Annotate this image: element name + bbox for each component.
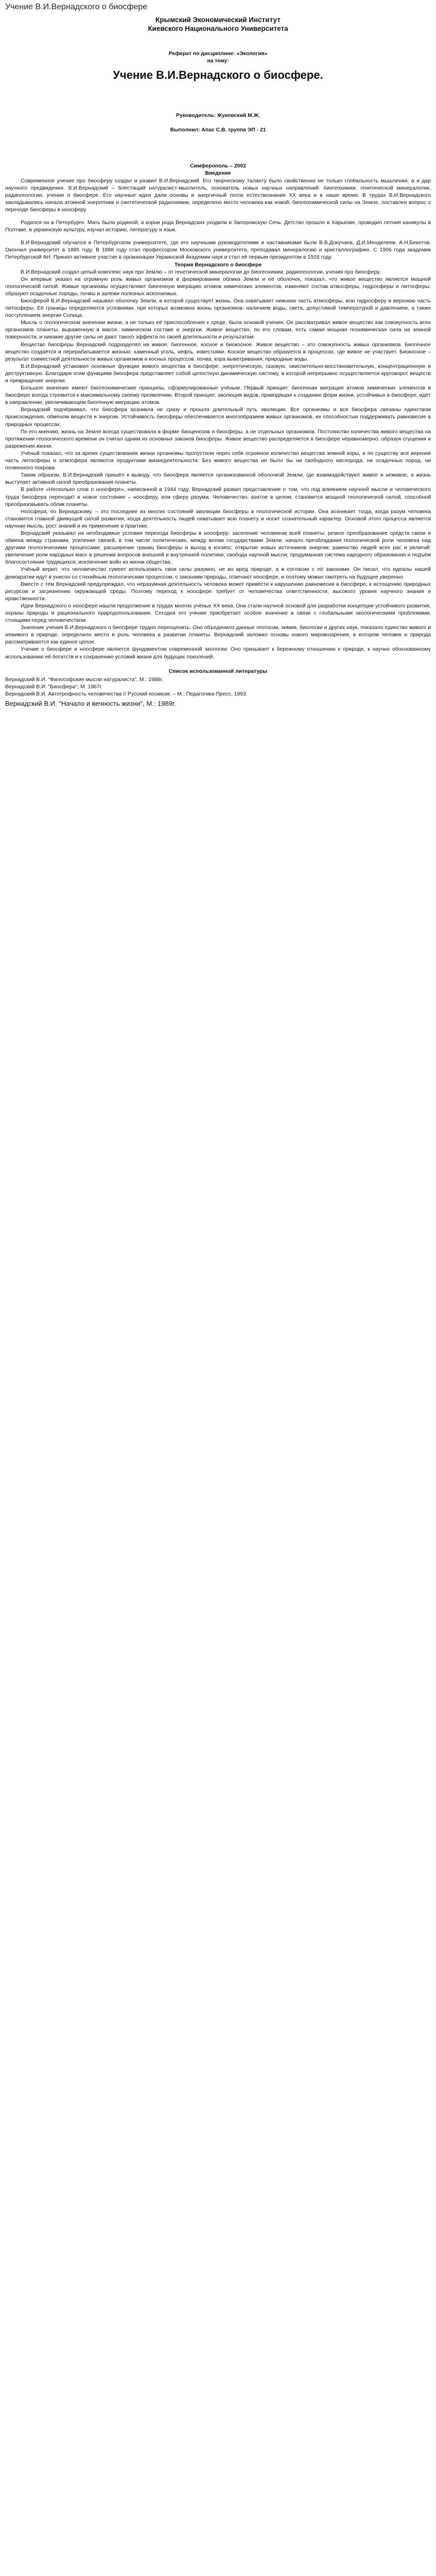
literature-heading: Список использованной литературы [168,668,268,674]
referat-discipline: Реферат по дисциплине: «Экология» [168,51,268,57]
referat-topic-label: на тему: [207,58,229,64]
paragraph: Вернадский подчёркивал, что биосфера возникла не сразу и прошла длительный путь эволюции. Все организмы и вся биосфера связаны единством происхождения, обменом веществ и энергии. Устойчивость биосферы обеспечивается многообразием живых организмов, их способностью поддерживать равновесие в природных процессах. [5,407,431,428]
paragraph: Идеи Вернадского о ноосфере нашли продолжение в трудах многих учёных XX века. Они стали научной основой для разработки концепции устойчивого развития, охраны природы и рационального природопользования. Сегодня его учение приобретает особое значение в связи с глобальными экологическими проблемами, стоящими перед человечеством. [5,603,431,624]
document-page [0,0,436,713]
university-name: Киевского Национального Университета [148,25,288,32]
biosphere-section [5,269,431,487]
paragraph: Таким образом, В.И.Вернадский пришёл к выводу, что биосфера является организованной оболочкой Земли, где взаимодействуют живое и неживое, а жизнь выступает активной силой преобразования планеты. [5,472,431,486]
paragraph: Большое значение имеют биогеохимические принципы, сформулированные учёным. Первый принцип: биогенная миграция атомов химических элементов в биосфере всегда стремится к максимальному своему проявлению. Второй принцип: эволюция видов, приводящая к созданию форм жизни, устойчивых в биосфере, идёт в направлении, увеличивающем биогенную миграцию атомов. [5,385,431,406]
paragraph: Ноосфера, по Вернадскому, – это последнее из многих состояний эволюции биосферы в геологической истории. Она возникает тогда, когда разум человека становится главной движущей силой развития, когда деятельность людей охватывает всю планету и носит сознательный характер. Основой этого процесса является научная мысль, рост знаний и их применение в практике. [5,509,431,529]
place-year: Симферополь – 2002 [190,163,246,170]
authors-block [5,112,431,134]
institution-name: Крымский Экономический Институт [155,16,281,24]
paragraph: В.И.Вернадский создал целый комплекс наук про Землю – от генетической минералогии до биогеохимии, радиогеологии, учения про биосферу. [21,269,381,275]
intro-section [5,178,431,262]
literature-item: Вернадский В.И. Автотрофность человечества // Русский космизм. – М.: Педагогика-Пресс, 1993. [5,691,248,697]
document-header: Учение В.И.Вернадского о биосфере [5,3,148,11]
paragraph: Он впервые указал на огромную роль живых организмов в формировании облика Земли и её оболочек, показал, что живое вещество является мощной геологической силой. Живые организмы осуществляют биогенную миграцию атомов химических элементов, изменяют состав атмосферы, гидросферы и литосферы, образуют осадочные породы, почвы и залежи полезных ископаемых. [5,276,431,297]
paragraph: В.И.Вернадский обучался в Петербургском университете, где его научными руководителями и наставниками были В.В.Докучаев, Д.И.Менделеев, А.Н.Бекетов. Окончил университет в 1885 году. В 1898 году стал профессором Московского университета, преподавал минералогию и кристаллографию. С 1906 года академик Петербургской АН. Принял активное участие в организации Украинской Академии наук и стал её первым президентом в 1918 году. [5,240,431,261]
paragraph: Вернадский указывал на необходимые условия перехода биосферы в ноосферу: заселение человеком всей планеты; резкое преобразование средств связи и обмена между странами; усиление связей, в том числе политических, между всеми государствами Земли; начало преобладания геологической роли человека над другими геологическими процессами; расширение границ биосферы и выход в космос; открытие новых источников энергии; равенство людей всех рас и религий; увеличение роли народных масс в решении вопросов внешней и внутренней политики; свобода научной мысли; продуманная система народного образования и подъём благосостояния трудящихся; исключение войн из жизни общества. [5,530,431,566]
paragraph: Биосферой В.И.Вернадский называл оболочку Земли, в которой существует жизнь. Она охватывает нижнюю часть атмосферы, всю гидросферу и верхнюю часть литосферы. Её границы определяются условиями, при которых возможна жизнь организмов: наличием воды, света, допустимой температурой и давлением, а также поступлением энергии Солнца. [5,298,431,319]
paragraph: Вещество биосферы Вернадский подразделял на живое, биогенное, косное и биокосное. Живое вещество – это совокупность живых организмов. Биогенное вещество создаётся и перерабатывается жизнью: каменный уголь, нефть, известняки. Косное вещество образуется в процессах, где живое не участвует. Биокосное – результат совместной деятельности живых организмов и косных процессов: почва, кора выветривания, природные воды. [5,342,431,362]
paragraph: Современное учение про биосферу создал и развил В.И.Вернадский. Его творческому таланту было свойственно не только глобальность мышления, а и дар научного предвидения. В.И.Вернадский – блестящий натуралист-мыслитель, основатель новых научных направлений: биогеохимии, генетической минералогии, радиогеологии, учения о биосфере. Его научные идеи дали основы и энергичный поток естествознания XX века и в наше время. В трудах В.И.Вернадского закладывались начала атомной энергетики и синтетической радиохимии, определено место человека как новой, биогеохимической силы на Земле, поставлен вопрос о переходе биосферы в ноосферу. [5,178,431,213]
student-line: Выполнил: Апас С.В. группа ЭП - 21 [170,127,266,133]
supervisor-line: Руководитель: Жуковский М.Ж. [176,113,260,119]
literature-item: Вернадский В.И. "Философские мысли натуралиста", М.: 1988г. [5,676,163,683]
paragraph: Учёный верил, что человечество сумеет использовать свои силы разумно, не во вред природе, а в согласии с её законами. Он писал, что идеалы нашей демократии идут в унисон со стихийным геологическим процессом, с законами природы, отвечают ноосфере, и поэтому можно смотреть на будущее уверенно. [5,567,431,580]
paragraph: Значение учения В.И.Вернадского о биосфере трудно переоценить. Оно объединило данные геологии, химии, биологии и других наук, показало единство живого и неживого в природе, определило место и роль человека в развитии планеты. Вернадский заложил основы нового мировоззрения, в котором человек и природа рассматриваются как единое целое. [5,625,431,646]
paragraph: В работе «Несколько слов о ноосфере», написанной в 1944 году, Вернадский развил представление о том, что под влиянием научной мысли и человеческого труда биосфера переходит в новое состояние – ноосферу, или сферу разума. Человечество, взятое в целом, становится мощной геологической силой, способной преобразовывать облик планеты. [5,487,431,507]
paragraph: По его мнению, жизнь на Земле всегда существовала в форме биоценозов и биосферы, а не отдельных организмов. Постоянство количества живого вещества на протяжении геологического времени он считал одним из основных законов биосферы. Живое вещество распределяется в биосфере неравномерно, образуя сгущения и разрежения жизни. [5,429,431,449]
literature-item: Вернадский В.И. "Биосфера", М. 1967г. [5,684,102,690]
conclusion-section [5,624,431,660]
intro-heading: Введение [205,171,231,177]
paragraph: Учение о биосфере и ноосфере является фундаментом современной экологии. Оно призывает к бережному отношению к природе, к научно обоснованному использованию её богатств и к сохранению условий жизни для будущих поколений. [5,647,431,660]
literature-list [5,676,431,709]
literature-item: Вернадский В.И. "Начало и вечность жизни", М.: 1989г. [5,700,176,708]
institution-block [5,15,431,33]
section-heading-biosphere: Теория Вернадского о биосфере [174,262,262,268]
main-title: Учение В.И.Вернадского о биосфере. [113,69,323,82]
paragraph: Мысль о геологическом значении жизни, а не только её приспособления к среде, была основой учения. Он рассматривал живое вещество как совокупность всех организмов планеты, выраженную в массе, химическом составе и энергии. Живое вещество, по его словам, есть самая мощная геохимическая сила на земной поверхности, и никакие другие силы не дают такого эффекта по своей длительности и результатам. [5,320,431,341]
paragraph: В.И.Вернадский установил основные функции живого вещества в биосфере: энергетическую, газовую, окислительно-восстановительную, концентрационную и деструктивную. Благодаря этим функциям биосфера представляет собой целостную динамическую систему, в которой непрерывно осуществляется круговорот веществ и превращение энергии. [5,363,431,384]
paragraph: Учёный показал, что за время существования жизни организмы пропустили через себя огромное количество вещества земной коры, и по существу вся верхняя часть литосферы и атмосфера являются продуктами жизнедеятельности. Без живого вещества не было бы ни свободного кислорода, ни осадочных пород, ни почвенного покрова. [5,450,431,471]
paragraph: Родился он в Петербурге. Мать была родиной, а корни рода Вернадских уходили в Запорожскую Сечь. Детство прошло в Харькове, проводил летние каникулы в Полтаве, в украинскую культуру, изучал историю, литературу и язык. [5,220,431,233]
paragraph: Вместе с тем Вернадский предупреждал, что неразумная деятельность человека может привести к нарушению равновесия в биосфере, к истощению природных ресурсов и загрязнению окружающей среды. Поэтому переход к ноосфере требует от человечества ответственности, высокого уровня научного знания и нравственности. [5,581,431,602]
noosphere-section [5,486,431,624]
